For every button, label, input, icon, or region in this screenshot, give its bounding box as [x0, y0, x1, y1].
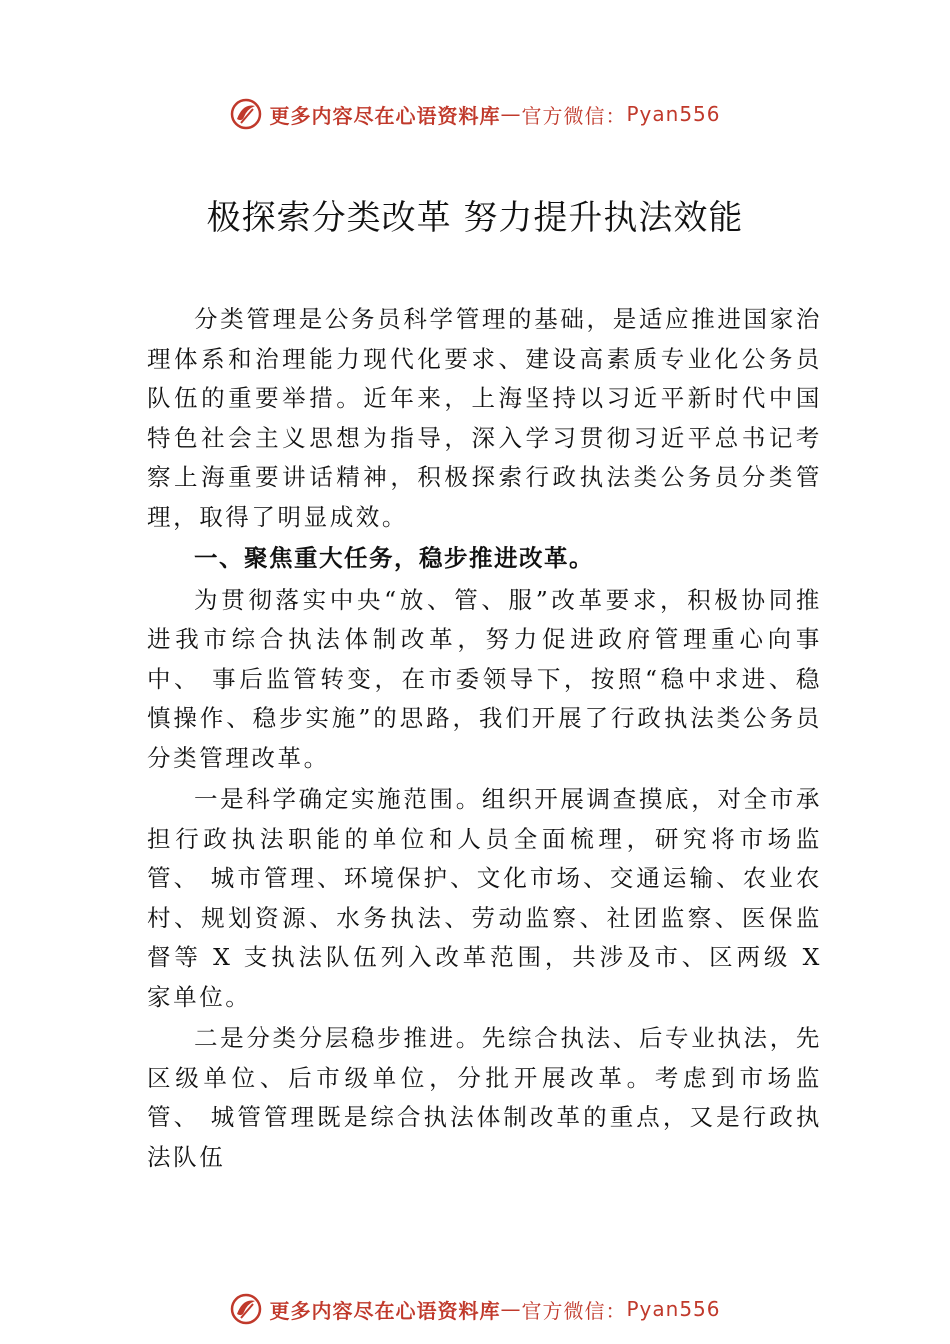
brand-logo-icon	[229, 97, 263, 131]
banner-main-text: 更多内容尽在心语资料库	[269, 1298, 501, 1323]
banner-sub-text: 官方微信：	[521, 1298, 627, 1323]
banner-sub-text: 官方微信：	[521, 103, 627, 128]
footer-watermark-banner	[0, 1289, 950, 1329]
banner-dash: —	[500, 102, 522, 126]
banner-wechat-id: Pyan556	[626, 102, 721, 126]
paragraph-phased: 二是分类分层稳步推进。先综合执法、后专业执法，先区级单位、后市级单位，分批开展改革。考虑到市场监管、 城管管理既是综合执法体制改革的重点，又是行政执法队伍	[147, 1024, 822, 1171]
paragraph-intro: 分类管理是公务员科学管理的基础，是适应推进国家治理体系和治理能力现代化要求、建设高素质专业化公务员队伍的重要举措。近年来，上海坚持以习近平新时代中国特色社会主义思想为指导，深入学习贯彻习近平总书记考察上海重要讲话精神，积极探索行政执法类公务员分类管理，取得了明显成效。	[147, 305, 822, 531]
banner-dash: —	[500, 1297, 522, 1321]
paragraph-reform: 为贯彻落实中央“放、管、服”改革要求，积极协同推进我市综合执法体制改革，努力促进政府管理重心向事中、 事后监管转变，在市委领导下，按照“稳中求进、稳慎操作、稳步实施”的思路，我们开展了行政执法类公务员分类管理改革。	[147, 585, 822, 772]
banner-wechat-id: Pyan556	[626, 1297, 721, 1321]
brand-logo-icon	[229, 1292, 263, 1326]
header-watermark-banner	[0, 94, 950, 134]
section-heading-1: 一、聚焦重大任务，稳步推进改革。	[194, 544, 594, 572]
document-body	[147, 300, 822, 1177]
document-title: 极探索分类改革 努力提升执法效能	[206, 198, 744, 238]
paragraph-scope: 一是科学确定实施范围。组织开展调查摸底，对全市承担行政执法职能的单位和人员全面梳理，研究将市场监管、 城市管理、环境保护、文化市场、交通运输、农业农村、规划资源、水务执法、劳动监察、社团监察、医保监督等 X 支执法队伍列入改革范围，共涉及市、区两级 X 家单位。	[147, 785, 822, 1011]
banner-main-text: 更多内容尽在心语资料库	[269, 103, 501, 128]
